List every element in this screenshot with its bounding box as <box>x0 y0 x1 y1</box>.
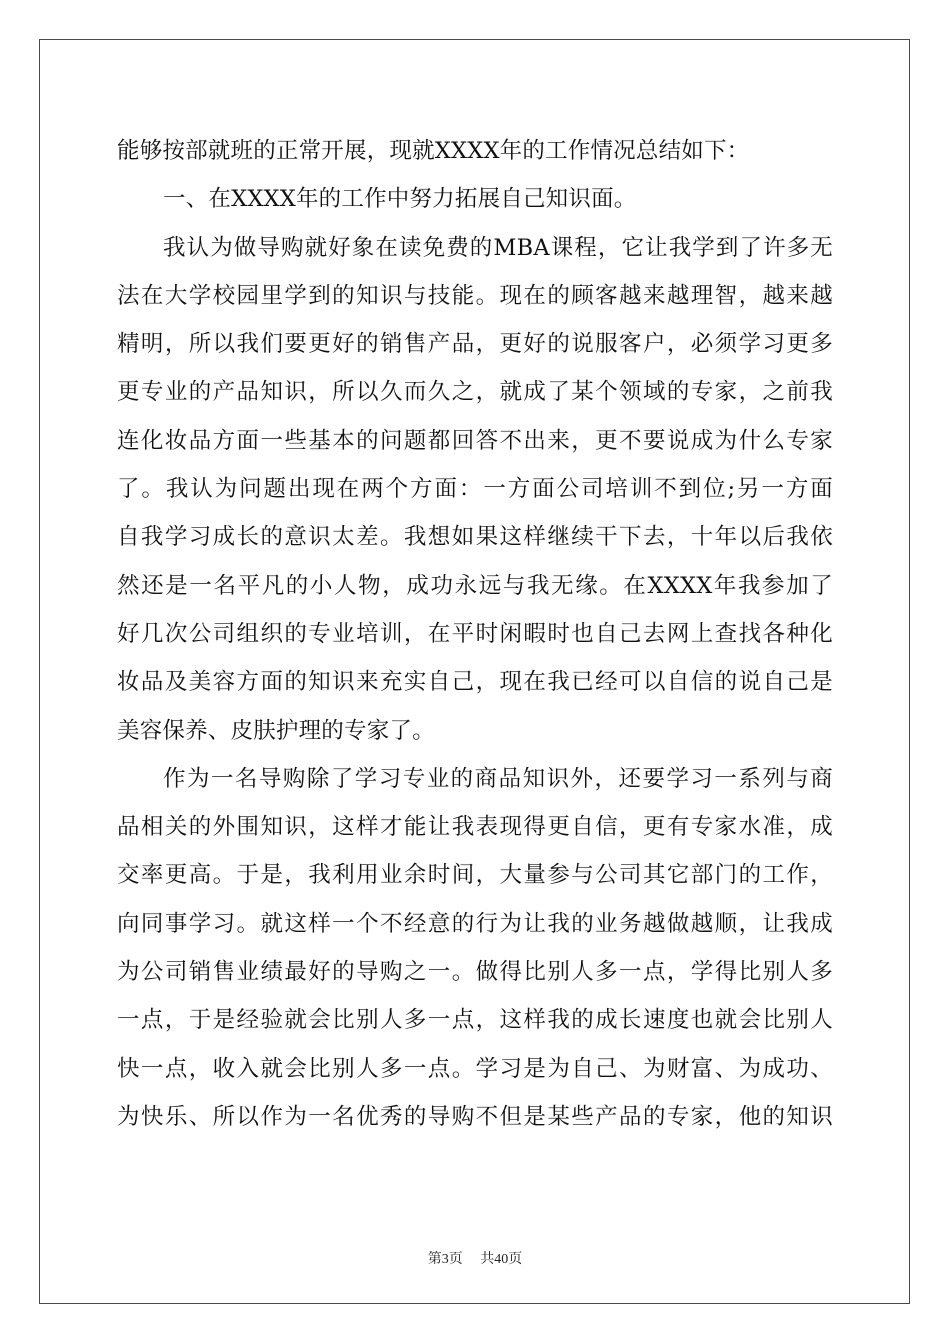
text-line: 为公司销售业绩最好的导购之一。做得比别人多一点，学得比别人多 <box>117 959 833 986</box>
text-line: 能够按部就班的正常开展，现就XXXX年的工作情况总结如下： <box>117 138 750 164</box>
text-line: 了。我认为问题出现在两个方面：一方面公司培训不到位;另一方面 <box>117 476 833 503</box>
text-line: 然还是一名平凡的小人物，成功永远与我无缘。在XXXX年我参加了 <box>117 572 833 599</box>
text-line: 好几次公司组织的专业培训，在平时闲暇时也自己去网上查找各种化 <box>117 620 833 647</box>
document-body <box>117 127 833 1141</box>
page-number: 第3页 <box>427 1252 463 1267</box>
text-line: 为快乐、所以作为一名优秀的导购不但是某些产品的专家，他的知识 <box>117 1103 833 1130</box>
text-line: 妆品及美容方面的知识来充实自己，现在我已经可以自信的说自己是 <box>117 669 833 696</box>
text-line: 交率更高。于是，我利用业余时间，大量参与公司其它部门的工作， <box>117 862 833 889</box>
text-line: 一、在XXXX年的工作中努力拓展自己知识面。 <box>163 186 637 213</box>
text-line: 法在大学校园里学到的知识与技能。现在的顾客越来越理智，越来越 <box>117 282 833 309</box>
text-line: 更专业的产品知识，所以久而久之，就成了某个领域的专家，之前我 <box>117 379 833 406</box>
text-line: 一点，于是经验就会比别人多一点，这样我的成长速度也就会比别人 <box>117 1007 833 1034</box>
text-line: 我认为做导购就好象在读免费的MBA课程，它让我学到了许多无 <box>163 234 833 261</box>
page-total: 共40页 <box>480 1252 523 1267</box>
text-line: 品相关的外围知识，这样才能让我表现得更自信，更有专家水准，成 <box>117 814 833 841</box>
text-line: 向同事学习。就这样一个不经意的行为让我的业务越做越顺，让我成 <box>117 910 833 937</box>
text-line: 连化妆品方面一些基本的问题都回答不出来，更不要说成为什么专家 <box>117 427 833 454</box>
text-line: 自我学习成长的意识太差。我想如果这样继续干下去，十年以后我依 <box>117 524 833 551</box>
page-footer <box>0 1248 950 1268</box>
text-line: 快一点，收入就会比别人多一点。学习是为自己、为财富、为成功、 <box>117 1055 833 1082</box>
text-line: 美容保养、皮肤护理的专家了。 <box>117 717 435 744</box>
text-line: 精明，所以我们要更好的销售产品，更好的说服客户，必须学习更多 <box>117 331 833 358</box>
text-line: 作为一名导购除了学习专业的商品知识外，还要学习一系列与商 <box>163 765 833 792</box>
